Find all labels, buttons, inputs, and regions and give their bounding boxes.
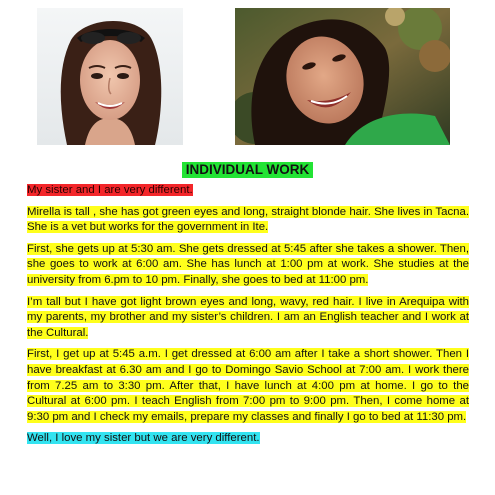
paragraph <box>27 347 469 425</box>
paragraph-text: First, she gets up at 5:30 am. She gets dressed at 5:45 after she takes a shower. Then, she goes to work at 6:00 am. She has lunch at 1:00 pm at work. She studies at the university from 6.pm to 10 pm. Finally, she goes to bed at 11:00 pm. <box>27 242 469 286</box>
paragraph <box>27 183 469 199</box>
right-portrait-photo <box>235 8 450 145</box>
paragraph <box>27 205 469 236</box>
paragraph <box>27 431 469 447</box>
title-row <box>0 161 495 179</box>
paragraph-text: First, I get up at 5:45 a.m. I get dressed at 6:00 am after I take a short shower. Then I have breakfast at 6.30 am and I go to Domingo Savio School at 7:00 am. I work there from 7.25 am to 3:30 pm. After that, I have lunch at 4:00 pm at home. I go to the Cultural at 6:00 pm. I teach English from 7:00 pm to 9:00 pm. Then, I come home at 9:30 pm and I check my emails, prepare my classes and finally I go to bed at 11:30 pm. <box>27 348 469 423</box>
paragraph <box>27 295 469 342</box>
paragraph-text: My sister and I are very different. <box>27 184 193 196</box>
document-title: INDIVIDUAL WORK <box>182 162 314 178</box>
paragraph-text: Mirella is tall , she has got green eyes and long, straight blonde hair. She lives in Tacna. She is a vet but works for the government in Ite. <box>27 205 469 234</box>
paragraph-text: I’m tall but I have got light brown eyes and long, wavy, red hair. I live in Arequipa with my parents, my brother and my sister’s children. I am an English teacher and I work at the Cultural. <box>27 295 469 339</box>
portrait-photo-woman-smiling-icon <box>235 8 450 145</box>
portrait-photo-woman-sunglasses-icon <box>37 8 183 145</box>
paragraph <box>27 242 469 289</box>
document-body <box>27 183 469 453</box>
left-portrait-photo <box>37 8 183 145</box>
paragraph-text: Well, I love my sister but we are very different. <box>27 432 260 445</box>
